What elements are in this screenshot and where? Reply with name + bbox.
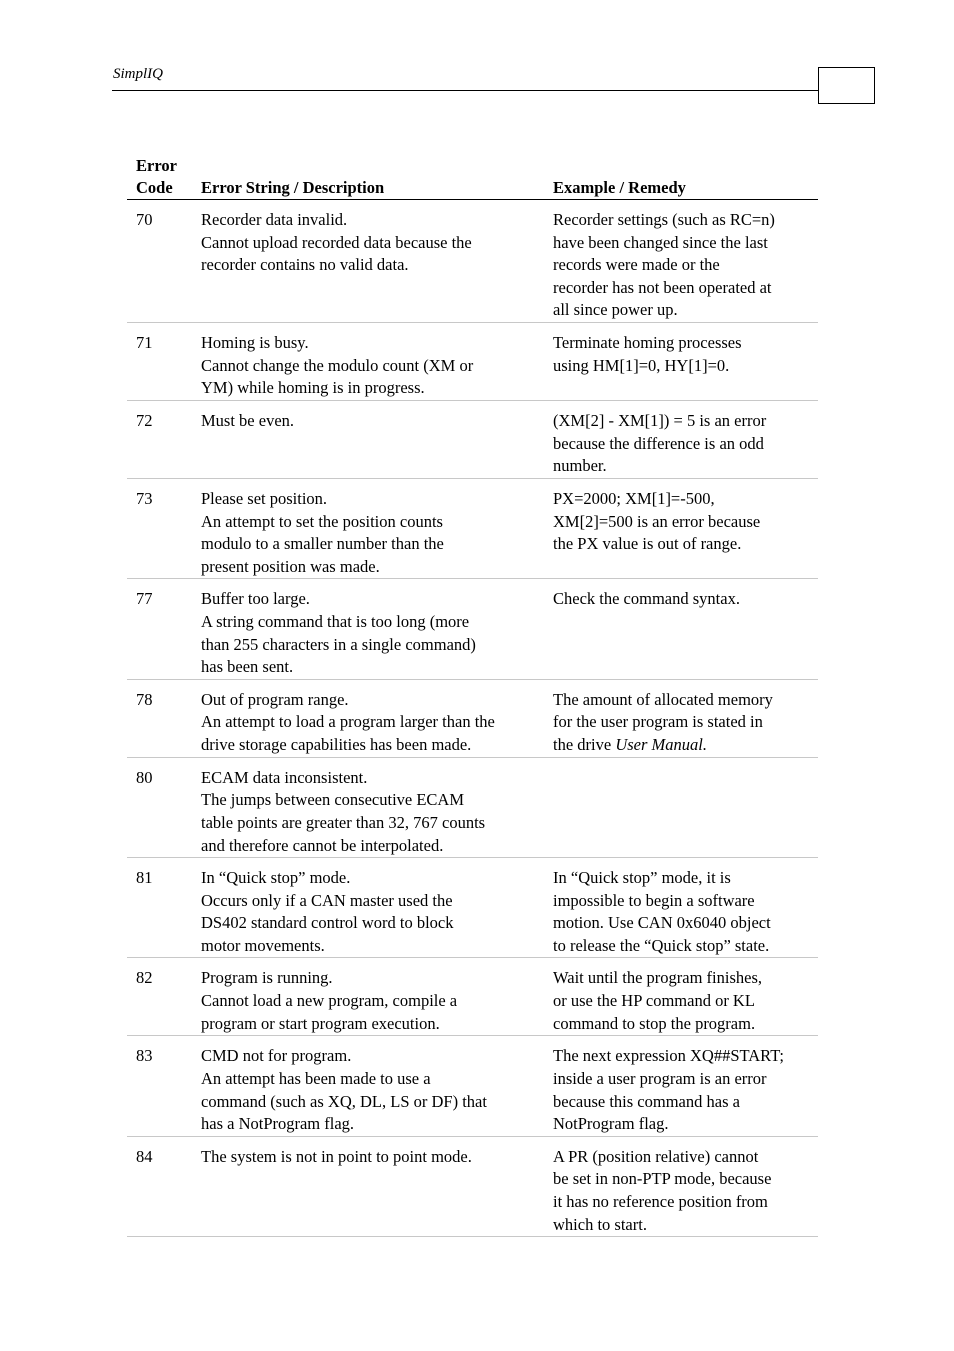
description-line: table points are greater than 32, 767 counts: [201, 812, 486, 832]
table-row: [127, 1036, 818, 1136]
description-line: Homing is busy.: [201, 332, 309, 352]
remedy-line: to release the “Quick stop” state.: [553, 935, 770, 955]
description-line: drive storage capabilities has been made.: [201, 734, 472, 754]
remedy-cell: [544, 757, 818, 857]
error-code-table: [127, 155, 818, 1237]
description-cell: [192, 1036, 544, 1136]
description-line: Out of program range.: [201, 689, 349, 709]
description-line: motor movements.: [201, 935, 325, 955]
description-line: modulo to a smaller number than the: [201, 534, 444, 554]
remedy-text: the drive: [553, 734, 616, 754]
description-line: and therefore cannot be interpolated.: [201, 835, 444, 855]
remedy-line: The next expression XQ##START;: [553, 1046, 784, 1066]
remedy-line: In “Quick stop” mode, it is: [553, 868, 731, 888]
description-line: In “Quick stop” mode.: [201, 868, 351, 888]
error-code-cell: 83: [127, 1036, 192, 1136]
table-row: [127, 200, 818, 323]
table-row: [127, 478, 818, 578]
description-line: than 255 characters in a single command): [201, 634, 476, 654]
remedy-line: or use the HP command or KL: [553, 991, 755, 1011]
remedy-line: records were made or the: [553, 255, 720, 275]
remedy-line: all since power up.: [553, 300, 678, 320]
remedy-line: have been changed since the last: [553, 232, 768, 252]
table-row: [127, 579, 818, 679]
description-cell: [192, 958, 544, 1036]
description-cell: [192, 757, 544, 857]
remedy-line: Check the command syntax.: [553, 589, 740, 609]
remedy-line: which to start.: [553, 1214, 647, 1234]
table-row: [127, 400, 818, 478]
remedy-cell: [544, 1136, 818, 1236]
remedy-line: inside a user program is an error: [553, 1069, 767, 1089]
remedy-cell: [544, 958, 818, 1036]
error-code-cell: 78: [127, 679, 192, 757]
description-line: Program is running.: [201, 968, 333, 988]
remedy-line: it has no reference position from: [553, 1192, 768, 1212]
description-line: Cannot load a new program, compile a: [201, 991, 458, 1011]
remedy-cell: [544, 858, 818, 958]
description-line: An attempt has been made to use a: [201, 1069, 431, 1089]
remedy-cell: [544, 579, 818, 679]
remedy-line: using HM[1]=0, HY[1]=0.: [553, 355, 730, 375]
description-line: has been sent.: [201, 657, 294, 677]
remedy-line: recorder has not been operated at: [553, 277, 772, 297]
description-cell: [192, 579, 544, 679]
remedy-line: (XM[2] - XM[1]) = 5 is an error: [553, 410, 767, 430]
description-cell: [192, 478, 544, 578]
header-remedy: Example / Remedy: [544, 155, 818, 200]
remedy-cell: [544, 200, 818, 323]
error-code-cell: 72: [127, 400, 192, 478]
description-line: Must be even.: [201, 410, 295, 430]
table-row: [127, 757, 818, 857]
description-line: program or start program execution.: [201, 1013, 440, 1033]
header-description: Error String / Description: [192, 155, 544, 200]
table-row: [127, 858, 818, 958]
error-code-cell: 77: [127, 579, 192, 679]
page-number-box: [818, 67, 875, 104]
description-cell: [192, 200, 544, 323]
description-cell: [192, 858, 544, 958]
description-line: Recorder data invalid.: [201, 210, 348, 229]
remedy-line: NotProgram flag.: [553, 1114, 669, 1134]
description-line: ECAM data inconsistent.: [201, 767, 368, 787]
remedy-cell: [544, 1036, 818, 1136]
remedy-cell: [544, 478, 818, 578]
description-line: An attempt to set the position counts: [201, 511, 443, 531]
remedy-line: motion. Use CAN 0x6040 object: [553, 913, 771, 933]
remedy-line: [553, 734, 812, 757]
description-cell: [192, 322, 544, 400]
remedy-line: impossible to begin a software: [553, 890, 755, 910]
description-cell: [192, 1136, 544, 1236]
manual-reference: User Manual.: [615, 734, 707, 754]
remedy-line: the PX value is out of range.: [553, 534, 742, 554]
remedy-cell: [544, 400, 818, 478]
description-line: Buffer too large.: [201, 589, 310, 609]
remedy-line: PX=2000; XM[1]=-500,: [553, 488, 715, 508]
remedy-line: command to stop the program.: [553, 1013, 756, 1033]
remedy-line: A PR (position relative) cannot: [553, 1146, 759, 1166]
remedy-line: be set in non-PTP mode, because: [553, 1169, 772, 1189]
running-header-title: SimplIQ: [113, 66, 163, 82]
error-code-cell: 81: [127, 858, 192, 958]
remedy-cell: [544, 322, 818, 400]
description-line: Cannot upload recorded data because the: [201, 232, 472, 252]
header-error-code: Error Code: [127, 155, 192, 200]
table-row: [127, 958, 818, 1036]
description-line: An attempt to load a program larger than the: [201, 712, 495, 732]
table-header-row: [127, 155, 818, 200]
error-code-cell: 82: [127, 958, 192, 1036]
remedy-line: Terminate homing processes: [553, 332, 742, 352]
header-rule: [112, 90, 819, 91]
remedy-cell: [544, 679, 818, 757]
description-line: Cannot change the modulo count (XM or: [201, 355, 474, 375]
error-code-cell: 70: [127, 200, 192, 323]
error-code-cell: 73: [127, 478, 192, 578]
error-code-cell: 84: [127, 1136, 192, 1236]
description-line: CMD not for program.: [201, 1046, 352, 1066]
table-row: [127, 1136, 818, 1236]
description-line: Please set position.: [201, 488, 328, 508]
description-line: has a NotProgram flag.: [201, 1114, 355, 1134]
description-line: command (such as XQ, DL, LS or DF) that: [201, 1091, 487, 1111]
remedy-line: Recorder settings (such as RC=n): [553, 210, 775, 229]
description-line: Occurs only if a CAN master used the: [201, 890, 453, 910]
remedy-line: Wait until the program finishes,: [553, 968, 763, 988]
description-line: The jumps between consecutive ECAM: [201, 790, 465, 810]
description-line: DS402 standard control word to block: [201, 913, 454, 933]
description-cell: [192, 400, 544, 478]
description-line: YM) while homing is in progress.: [201, 378, 425, 398]
remedy-line: number.: [553, 456, 607, 476]
error-code-cell: 80: [127, 757, 192, 857]
description-line: recorder contains no valid data.: [201, 255, 409, 275]
remedy-line: because this command has a: [553, 1091, 740, 1111]
error-code-cell: 71: [127, 322, 192, 400]
description-cell: [192, 679, 544, 757]
remedy-line: XM[2]=500 is an error because: [553, 511, 761, 531]
description-line: The system is not in point to point mode.: [201, 1146, 472, 1166]
remedy-line: for the user program is stated in: [553, 712, 763, 732]
description-line: present position was made.: [201, 556, 380, 576]
table-row: [127, 322, 818, 400]
table-row: [127, 679, 818, 757]
description-line: A string command that is too long (more: [201, 611, 470, 631]
remedy-line: because the difference is an odd: [553, 433, 764, 453]
remedy-line: The amount of allocated memory: [553, 689, 773, 709]
